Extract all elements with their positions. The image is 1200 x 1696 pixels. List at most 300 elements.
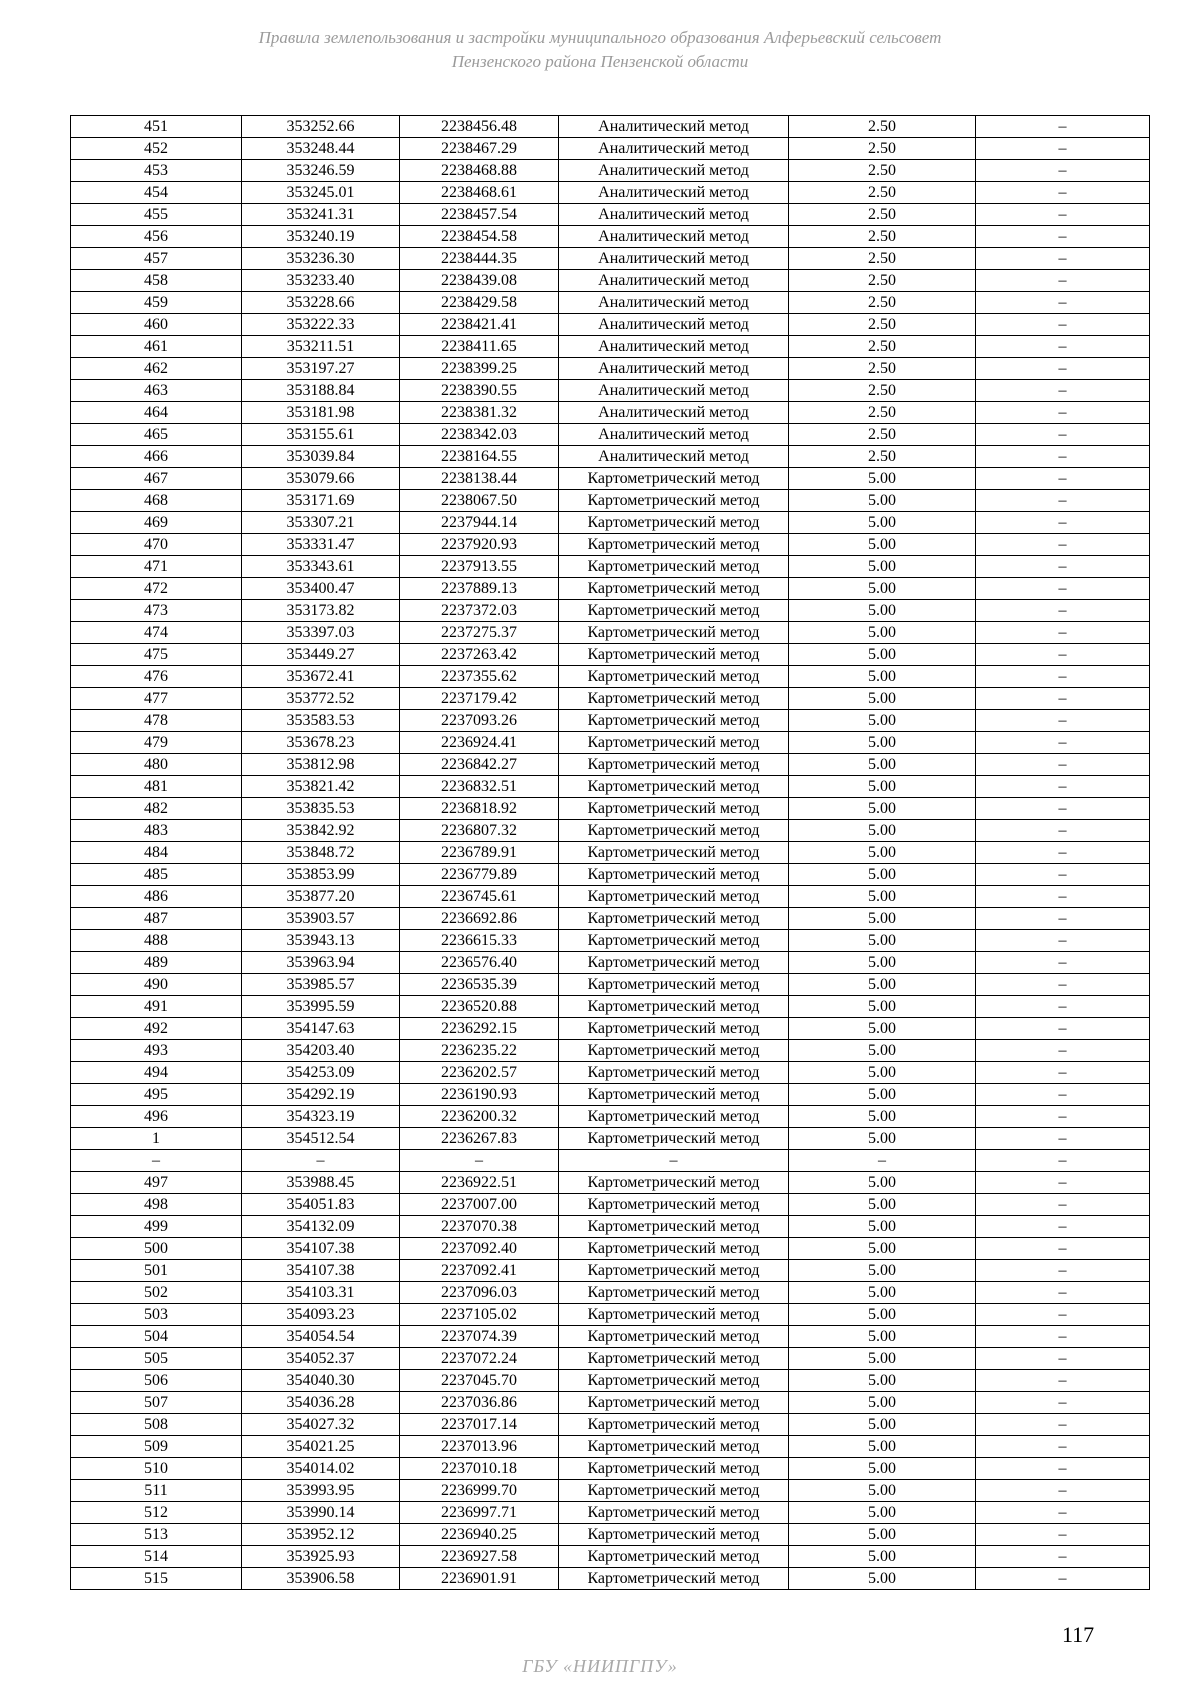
point-number-cell: 495 <box>71 1084 242 1106</box>
y-coordinate-cell: 2236535.39 <box>400 974 559 996</box>
point-number-cell: 491 <box>71 996 242 1018</box>
table-row <box>71 556 1150 578</box>
x-coordinate-cell: 353449.27 <box>242 644 400 666</box>
y-coordinate-cell: 2236615.33 <box>400 930 559 952</box>
y-coordinate-cell: 2236901.91 <box>400 1568 559 1590</box>
y-coordinate-cell: 2237017.14 <box>400 1414 559 1436</box>
x-coordinate-cell: 353943.13 <box>242 930 400 952</box>
note-cell: – <box>976 160 1150 182</box>
method-cell: Аналитический метод <box>559 292 789 314</box>
x-coordinate-cell: 354051.83 <box>242 1194 400 1216</box>
table-row <box>71 820 1150 842</box>
table-row <box>71 710 1150 732</box>
note-cell: – <box>976 1172 1150 1194</box>
accuracy-cell: 5.00 <box>789 600 976 622</box>
x-coordinate-cell: 354512.54 <box>242 1128 400 1150</box>
point-number-cell: 475 <box>71 644 242 666</box>
x-coordinate-cell: – <box>242 1150 400 1172</box>
table-row <box>71 1304 1150 1326</box>
accuracy-cell: 5.00 <box>789 886 976 908</box>
accuracy-cell: 2.50 <box>789 204 976 226</box>
note-cell: – <box>976 974 1150 996</box>
y-coordinate-cell: 2236292.15 <box>400 1018 559 1040</box>
note-cell: – <box>976 996 1150 1018</box>
method-cell: Картометрический метод <box>559 688 789 710</box>
x-coordinate-cell: 354103.31 <box>242 1282 400 1304</box>
method-cell: Картометрический метод <box>559 1216 789 1238</box>
x-coordinate-cell: 353331.47 <box>242 534 400 556</box>
method-cell: Картометрический метод <box>559 798 789 820</box>
method-cell: Картометрический метод <box>559 666 789 688</box>
note-cell: – <box>976 534 1150 556</box>
point-number-cell: 513 <box>71 1524 242 1546</box>
point-number-cell: 484 <box>71 842 242 864</box>
method-cell: Картометрический метод <box>559 820 789 842</box>
accuracy-cell: 2.50 <box>789 292 976 314</box>
y-coordinate-cell: 2236200.32 <box>400 1106 559 1128</box>
x-coordinate-cell: 354203.40 <box>242 1040 400 1062</box>
table-row <box>71 1502 1150 1524</box>
method-cell: Аналитический метод <box>559 314 789 336</box>
x-coordinate-cell: 354054.54 <box>242 1326 400 1348</box>
method-cell: Картометрический метод <box>559 1128 789 1150</box>
point-number-cell: 498 <box>71 1194 242 1216</box>
note-cell: – <box>976 1392 1150 1414</box>
table-row <box>71 1436 1150 1458</box>
point-number-cell: 506 <box>71 1370 242 1392</box>
note-cell: – <box>976 886 1150 908</box>
method-cell: Картометрический метод <box>559 578 789 600</box>
x-coordinate-cell: 353181.98 <box>242 402 400 424</box>
point-number-cell: 493 <box>71 1040 242 1062</box>
x-coordinate-cell: 353993.95 <box>242 1480 400 1502</box>
note-cell: – <box>976 578 1150 600</box>
y-coordinate-cell: 2236927.58 <box>400 1546 559 1568</box>
accuracy-cell: 5.00 <box>789 1392 976 1414</box>
x-coordinate-cell: 353835.53 <box>242 798 400 820</box>
y-coordinate-cell: 2238421.41 <box>400 314 559 336</box>
note-cell: – <box>976 380 1150 402</box>
accuracy-cell: 5.00 <box>789 952 976 974</box>
x-coordinate-cell: 354052.37 <box>242 1348 400 1370</box>
method-cell: Аналитический метод <box>559 182 789 204</box>
table-row <box>71 1414 1150 1436</box>
note-cell: – <box>976 226 1150 248</box>
y-coordinate-cell: 2238429.58 <box>400 292 559 314</box>
point-number-cell: 487 <box>71 908 242 930</box>
y-coordinate-cell: 2237074.39 <box>400 1326 559 1348</box>
document-header <box>0 26 1200 74</box>
table-row <box>71 908 1150 930</box>
method-cell: Картометрический метод <box>559 468 789 490</box>
table-row <box>71 490 1150 512</box>
method-cell: – <box>559 1150 789 1172</box>
note-cell: – <box>976 754 1150 776</box>
table-row <box>71 1216 1150 1238</box>
x-coordinate-cell: 353245.01 <box>242 182 400 204</box>
coordinates-table-body <box>71 116 1150 1590</box>
table-row <box>71 952 1150 974</box>
table-row <box>71 600 1150 622</box>
method-cell: Картометрический метод <box>559 490 789 512</box>
x-coordinate-cell: 353848.72 <box>242 842 400 864</box>
method-cell: Картометрический метод <box>559 1062 789 1084</box>
table-row <box>71 688 1150 710</box>
point-number-cell: 470 <box>71 534 242 556</box>
note-cell: – <box>976 732 1150 754</box>
note-cell: – <box>976 358 1150 380</box>
y-coordinate-cell: 2238342.03 <box>400 424 559 446</box>
point-number-cell: 467 <box>71 468 242 490</box>
note-cell: – <box>976 1304 1150 1326</box>
point-number-cell: 515 <box>71 1568 242 1590</box>
y-coordinate-cell: 2236997.71 <box>400 1502 559 1524</box>
accuracy-cell: 5.00 <box>789 512 976 534</box>
note-cell: – <box>976 556 1150 578</box>
point-number-cell: 480 <box>71 754 242 776</box>
y-coordinate-cell: 2236576.40 <box>400 952 559 974</box>
table-row <box>71 1172 1150 1194</box>
header-line-1: Правила землепользования и застройки муниципального образования Алферьевский сельсовет <box>258 28 942 47</box>
note-cell: – <box>976 490 1150 512</box>
table-row <box>71 116 1150 138</box>
table-row <box>71 248 1150 270</box>
accuracy-cell: 5.00 <box>789 1480 976 1502</box>
method-cell: Картометрический метод <box>559 1524 789 1546</box>
x-coordinate-cell: 353963.94 <box>242 952 400 974</box>
table-row <box>71 1062 1150 1084</box>
accuracy-cell: 5.00 <box>789 864 976 886</box>
accuracy-cell: 2.50 <box>789 116 976 138</box>
accuracy-cell: 5.00 <box>789 974 976 996</box>
table-row <box>71 798 1150 820</box>
table-row <box>71 1040 1150 1062</box>
table-row <box>71 336 1150 358</box>
accuracy-cell: 2.50 <box>789 424 976 446</box>
table-row <box>71 138 1150 160</box>
note-cell: – <box>976 1348 1150 1370</box>
accuracy-cell: 2.50 <box>789 446 976 468</box>
point-number-cell: 494 <box>71 1062 242 1084</box>
accuracy-cell: 2.50 <box>789 402 976 424</box>
x-coordinate-cell: 353583.53 <box>242 710 400 732</box>
accuracy-cell: 5.00 <box>789 1172 976 1194</box>
x-coordinate-cell: 354323.19 <box>242 1106 400 1128</box>
x-coordinate-cell: 353188.84 <box>242 380 400 402</box>
accuracy-cell: 5.00 <box>789 1458 976 1480</box>
point-number-cell: 483 <box>71 820 242 842</box>
x-coordinate-cell: 353400.47 <box>242 578 400 600</box>
note-cell: – <box>976 270 1150 292</box>
method-cell: Картометрический метод <box>559 1568 789 1590</box>
note-cell: – <box>976 1370 1150 1392</box>
x-coordinate-cell: 354093.23 <box>242 1304 400 1326</box>
note-cell: – <box>976 1018 1150 1040</box>
table-row <box>71 1106 1150 1128</box>
table-row <box>71 1128 1150 1150</box>
accuracy-cell: 5.00 <box>789 1040 976 1062</box>
note-cell: – <box>976 710 1150 732</box>
point-number-cell: 468 <box>71 490 242 512</box>
y-coordinate-cell: 2236832.51 <box>400 776 559 798</box>
point-number-cell: 460 <box>71 314 242 336</box>
accuracy-cell: 2.50 <box>789 160 976 182</box>
method-cell: Аналитический метод <box>559 116 789 138</box>
y-coordinate-cell: 2237092.40 <box>400 1238 559 1260</box>
table-row <box>71 1150 1150 1172</box>
note-cell: – <box>976 1260 1150 1282</box>
accuracy-cell: 2.50 <box>789 248 976 270</box>
accuracy-cell: 5.00 <box>789 908 976 930</box>
note-cell: – <box>976 402 1150 424</box>
method-cell: Картометрический метод <box>559 996 789 1018</box>
note-cell: – <box>976 842 1150 864</box>
y-coordinate-cell: 2236940.25 <box>400 1524 559 1546</box>
point-number-cell: 510 <box>71 1458 242 1480</box>
table-row <box>71 380 1150 402</box>
method-cell: Картометрический метод <box>559 1480 789 1502</box>
accuracy-cell: 2.50 <box>789 380 976 402</box>
table-row <box>71 160 1150 182</box>
table-row <box>71 1260 1150 1282</box>
accuracy-cell: 5.00 <box>789 1546 976 1568</box>
y-coordinate-cell: 2238468.88 <box>400 160 559 182</box>
accuracy-cell: 5.00 <box>789 1436 976 1458</box>
y-coordinate-cell: 2238439.08 <box>400 270 559 292</box>
x-coordinate-cell: 354107.38 <box>242 1260 400 1282</box>
accuracy-cell: 5.00 <box>789 710 976 732</box>
accuracy-cell: 2.50 <box>789 270 976 292</box>
y-coordinate-cell: 2237372.03 <box>400 600 559 622</box>
method-cell: Картометрический метод <box>559 864 789 886</box>
x-coordinate-cell: 353173.82 <box>242 600 400 622</box>
note-cell: – <box>976 1546 1150 1568</box>
x-coordinate-cell: 353079.66 <box>242 468 400 490</box>
method-cell: Аналитический метод <box>559 138 789 160</box>
y-coordinate-cell: 2238457.54 <box>400 204 559 226</box>
table-row <box>71 1392 1150 1414</box>
x-coordinate-cell: 353307.21 <box>242 512 400 534</box>
table-row <box>71 1194 1150 1216</box>
point-number-cell: 1 <box>71 1128 242 1150</box>
accuracy-cell: 2.50 <box>789 182 976 204</box>
table-row <box>71 1326 1150 1348</box>
y-coordinate-cell: 2237072.24 <box>400 1348 559 1370</box>
y-coordinate-cell: 2237093.26 <box>400 710 559 732</box>
y-coordinate-cell: 2236190.93 <box>400 1084 559 1106</box>
accuracy-cell: 5.00 <box>789 1062 976 1084</box>
point-number-cell: 482 <box>71 798 242 820</box>
x-coordinate-cell: 353877.20 <box>242 886 400 908</box>
method-cell: Картометрический метод <box>559 644 789 666</box>
accuracy-cell: 5.00 <box>789 1216 976 1238</box>
accuracy-cell: 5.00 <box>789 1194 976 1216</box>
method-cell: Картометрический метод <box>559 1084 789 1106</box>
x-coordinate-cell: 353155.61 <box>242 424 400 446</box>
point-number-cell: 512 <box>71 1502 242 1524</box>
accuracy-cell: 5.00 <box>789 842 976 864</box>
note-cell: – <box>976 1326 1150 1348</box>
table-row <box>71 996 1150 1018</box>
x-coordinate-cell: 353248.44 <box>242 138 400 160</box>
point-number-cell: 490 <box>71 974 242 996</box>
method-cell: Картометрический метод <box>559 732 789 754</box>
table-row <box>71 666 1150 688</box>
table-row <box>71 182 1150 204</box>
point-number-cell: 486 <box>71 886 242 908</box>
point-number-cell: – <box>71 1150 242 1172</box>
accuracy-cell: 5.00 <box>789 1370 976 1392</box>
accuracy-cell: 5.00 <box>789 578 976 600</box>
method-cell: Картометрический метод <box>559 1172 789 1194</box>
y-coordinate-cell: – <box>400 1150 559 1172</box>
x-coordinate-cell: 353678.23 <box>242 732 400 754</box>
point-number-cell: 505 <box>71 1348 242 1370</box>
point-number-cell: 499 <box>71 1216 242 1238</box>
note-cell: – <box>976 1282 1150 1304</box>
method-cell: Картометрический метод <box>559 886 789 908</box>
table-row <box>71 1568 1150 1590</box>
method-cell: Картометрический метод <box>559 534 789 556</box>
table-row <box>71 1370 1150 1392</box>
y-coordinate-cell: 2236692.86 <box>400 908 559 930</box>
note-cell: – <box>976 820 1150 842</box>
method-cell: Картометрический метод <box>559 1260 789 1282</box>
method-cell: Картометрический метод <box>559 1502 789 1524</box>
table-row <box>71 534 1150 556</box>
y-coordinate-cell: 2238067.50 <box>400 490 559 512</box>
note-cell: – <box>976 776 1150 798</box>
table-row <box>71 644 1150 666</box>
point-number-cell: 471 <box>71 556 242 578</box>
method-cell: Аналитический метод <box>559 160 789 182</box>
table-row <box>71 1524 1150 1546</box>
point-number-cell: 502 <box>71 1282 242 1304</box>
y-coordinate-cell: 2238468.61 <box>400 182 559 204</box>
y-coordinate-cell: 2237355.62 <box>400 666 559 688</box>
y-coordinate-cell: 2238164.55 <box>400 446 559 468</box>
note-cell: – <box>976 952 1150 974</box>
note-cell: – <box>976 138 1150 160</box>
y-coordinate-cell: 2236789.91 <box>400 842 559 864</box>
point-number-cell: 489 <box>71 952 242 974</box>
point-number-cell: 472 <box>71 578 242 600</box>
y-coordinate-cell: 2236807.32 <box>400 820 559 842</box>
note-cell: – <box>976 1568 1150 1590</box>
method-cell: Аналитический метод <box>559 270 789 292</box>
accuracy-cell: 5.00 <box>789 1348 976 1370</box>
y-coordinate-cell: 2238411.65 <box>400 336 559 358</box>
y-coordinate-cell: 2236999.70 <box>400 1480 559 1502</box>
x-coordinate-cell: 353240.19 <box>242 226 400 248</box>
method-cell: Картометрический метод <box>559 754 789 776</box>
method-cell: Картометрический метод <box>559 930 789 952</box>
x-coordinate-cell: 353990.14 <box>242 1502 400 1524</box>
y-coordinate-cell: 2236842.27 <box>400 754 559 776</box>
y-coordinate-cell: 2236520.88 <box>400 996 559 1018</box>
y-coordinate-cell: 2237263.42 <box>400 644 559 666</box>
x-coordinate-cell: 354132.09 <box>242 1216 400 1238</box>
y-coordinate-cell: 2238454.58 <box>400 226 559 248</box>
x-coordinate-cell: 353228.66 <box>242 292 400 314</box>
y-coordinate-cell: 2237275.37 <box>400 622 559 644</box>
accuracy-cell: 2.50 <box>789 314 976 336</box>
accuracy-cell: 2.50 <box>789 358 976 380</box>
table-row <box>71 1348 1150 1370</box>
table-row <box>71 512 1150 534</box>
note-cell: – <box>976 182 1150 204</box>
x-coordinate-cell: 354036.28 <box>242 1392 400 1414</box>
accuracy-cell: 5.00 <box>789 1502 976 1524</box>
method-cell: Картометрический метод <box>559 1370 789 1392</box>
table-row <box>71 578 1150 600</box>
point-number-cell: 464 <box>71 402 242 424</box>
note-cell: – <box>976 1150 1150 1172</box>
method-cell: Аналитический метод <box>559 402 789 424</box>
accuracy-cell: 5.00 <box>789 1524 976 1546</box>
page-number: 117 <box>1062 1622 1095 1647</box>
note-cell: – <box>976 1436 1150 1458</box>
point-number-cell: 507 <box>71 1392 242 1414</box>
method-cell: Картометрический метод <box>559 952 789 974</box>
x-coordinate-cell: 354014.02 <box>242 1458 400 1480</box>
accuracy-cell: 5.00 <box>789 1260 976 1282</box>
accuracy-cell: 2.50 <box>789 336 976 358</box>
point-number-cell: 459 <box>71 292 242 314</box>
table-row <box>71 358 1150 380</box>
y-coordinate-cell: 2237070.38 <box>400 1216 559 1238</box>
y-coordinate-cell: 2236202.57 <box>400 1062 559 1084</box>
y-coordinate-cell: 2238467.29 <box>400 138 559 160</box>
x-coordinate-cell: 353222.33 <box>242 314 400 336</box>
method-cell: Картометрический метод <box>559 512 789 534</box>
x-coordinate-cell: 353171.69 <box>242 490 400 512</box>
x-coordinate-cell: 353985.57 <box>242 974 400 996</box>
x-coordinate-cell: 354021.25 <box>242 1436 400 1458</box>
note-cell: – <box>976 1524 1150 1546</box>
table-row <box>71 1282 1150 1304</box>
table-row <box>71 402 1150 424</box>
x-coordinate-cell: 353241.31 <box>242 204 400 226</box>
accuracy-cell: 5.00 <box>789 1128 976 1150</box>
point-number-cell: 492 <box>71 1018 242 1040</box>
table-row <box>71 754 1150 776</box>
point-number-cell: 476 <box>71 666 242 688</box>
x-coordinate-cell: 354107.38 <box>242 1238 400 1260</box>
y-coordinate-cell: 2238381.32 <box>400 402 559 424</box>
note-cell: – <box>976 1414 1150 1436</box>
point-number-cell: 478 <box>71 710 242 732</box>
x-coordinate-cell: 353842.92 <box>242 820 400 842</box>
accuracy-cell: 5.00 <box>789 1106 976 1128</box>
point-number-cell: 461 <box>71 336 242 358</box>
table-row <box>71 886 1150 908</box>
x-coordinate-cell: 354040.30 <box>242 1370 400 1392</box>
table-row <box>71 468 1150 490</box>
method-cell: Аналитический метод <box>559 336 789 358</box>
point-number-cell: 509 <box>71 1436 242 1458</box>
footer-organization: ГБУ «НИИПГПУ» <box>522 1656 678 1676</box>
method-cell: Картометрический метод <box>559 1040 789 1062</box>
accuracy-cell: 5.00 <box>789 1326 976 1348</box>
note-cell: – <box>976 1238 1150 1260</box>
accuracy-cell: 5.00 <box>789 798 976 820</box>
accuracy-cell: 5.00 <box>789 820 976 842</box>
note-cell: – <box>976 1194 1150 1216</box>
x-coordinate-cell: 353925.93 <box>242 1546 400 1568</box>
accuracy-cell: – <box>789 1150 976 1172</box>
accuracy-cell: 5.00 <box>789 688 976 710</box>
